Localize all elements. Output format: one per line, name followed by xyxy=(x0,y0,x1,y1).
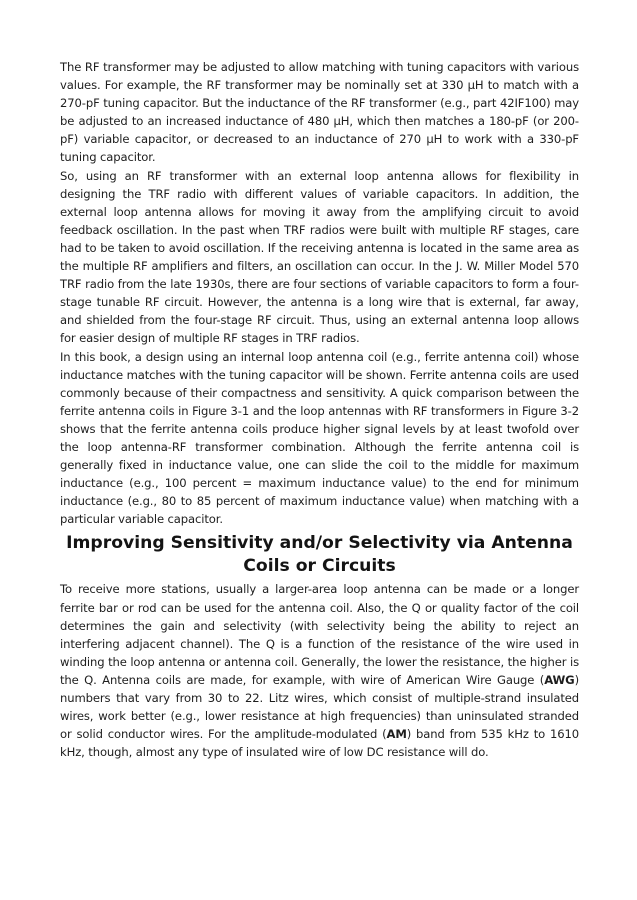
awg-term: AWG xyxy=(544,672,575,687)
section-heading xyxy=(60,532,579,577)
document-page xyxy=(60,58,579,761)
paragraph-text-part-1: To receive more stations, usually a larger-area loop antenna can be made or a longer ferrite bar or rod can be used for the antenna coil. Also, the Q or quality factor of the coil determines the gain and selectivity (with selectivity being the ability to reject an interfering adjacent channel). The Q is a function of the resistance of the wire used in winding the loop antenna or antenna coil. Generally, the lower the resistance, the higher is the Q. Antenna coils are made, for example, with wire of American Wire Gauge ( xyxy=(60,582,579,687)
paragraph-text-part-3: ) band from 535 kHz to 1610 kHz, though, almost any type of insulated wire of low DC resistance will do. xyxy=(60,727,579,760)
section-heading-line-1: Improving Sensitivity and/or Selectivity via Antenna xyxy=(66,533,573,554)
paragraph-sensitivity-selectivity xyxy=(60,580,579,761)
am-term: AM xyxy=(386,727,407,742)
paragraph-text-part-2: ) numbers that vary from 30 to 22. Litz wires, which consist of multiple-strand insulated wires, work better (e.g., lower resistance at high frequencies) than uninsulated stranded or solid conductor wires. For the amplitude-modulated ( xyxy=(60,672,579,742)
paragraph-rf-transformer-adjustment: The RF transformer may be adjusted to allow matching with tuning capacitors with various values. For example, the RF transformer may be nominally set at 330 μH to match with a 270-pF tuning capacitor. But the inductance of the RF transformer (e.g., part 42IF100) may be adjusted to an increased inductance of 480 μH, which then matches a 180-pF (or 200-pF) variable capacitor, or decreased to an inductance of 270 μH to work with a 330-pF tuning capacitor. xyxy=(60,60,579,165)
paragraph-internal-loop-antenna-coil: In this book, a design using an internal loop antenna coil (e.g., ferrite antenna coil) whose inductance matches with the tuning capacitor will be shown. Ferrite antenna coils are used commonly because of their compactness and sensitivity. A quick comparison between the ferrite antenna coils in Figure 3-1 and the loop antennas with RF transformers in Figure 3-2 shows that the ferrite antenna coils produce higher signal levels by at least twofold over the loop antenna-RF transformer combination. Although the ferrite antenna coil is generally fixed in inductance value, one can slide the coil to the middle for maximum inductance (e.g., 100 percent = maximum inductance value) to the end for minimum inductance (e.g., 80 to 85 percent of maximum inductance value) when matching with a particular variable capacitor. xyxy=(60,349,579,527)
section-heading-line-2: Coils or Circuits xyxy=(243,555,396,576)
paragraph-external-loop-antenna: So, using an RF transformer with an external loop antenna allows for flexibility in designing the TRF radio with different values of variable capacitors. In addition, the external loop antenna allows for moving it away from the amplifying circuit to avoid feedback oscillation. In the past when TRF radios were built with multiple RF stages, care had to be taken to avoid oscillation. If the receiving antenna is located in the same area as the multiple RF amplifiers and filters, an oscillation can occur. In the J. W. Miller Model 570 TRF radio from the late 1930s, there are four sections of variable capacitors to form a four-stage tunable RF circuit. However, the antenna is a long wire that is external, far away, and shielded from the four-stage RF circuit. Thus, using an external antenna loop allows for easier design of multiple RF stages in TRF radios. xyxy=(60,168,579,346)
